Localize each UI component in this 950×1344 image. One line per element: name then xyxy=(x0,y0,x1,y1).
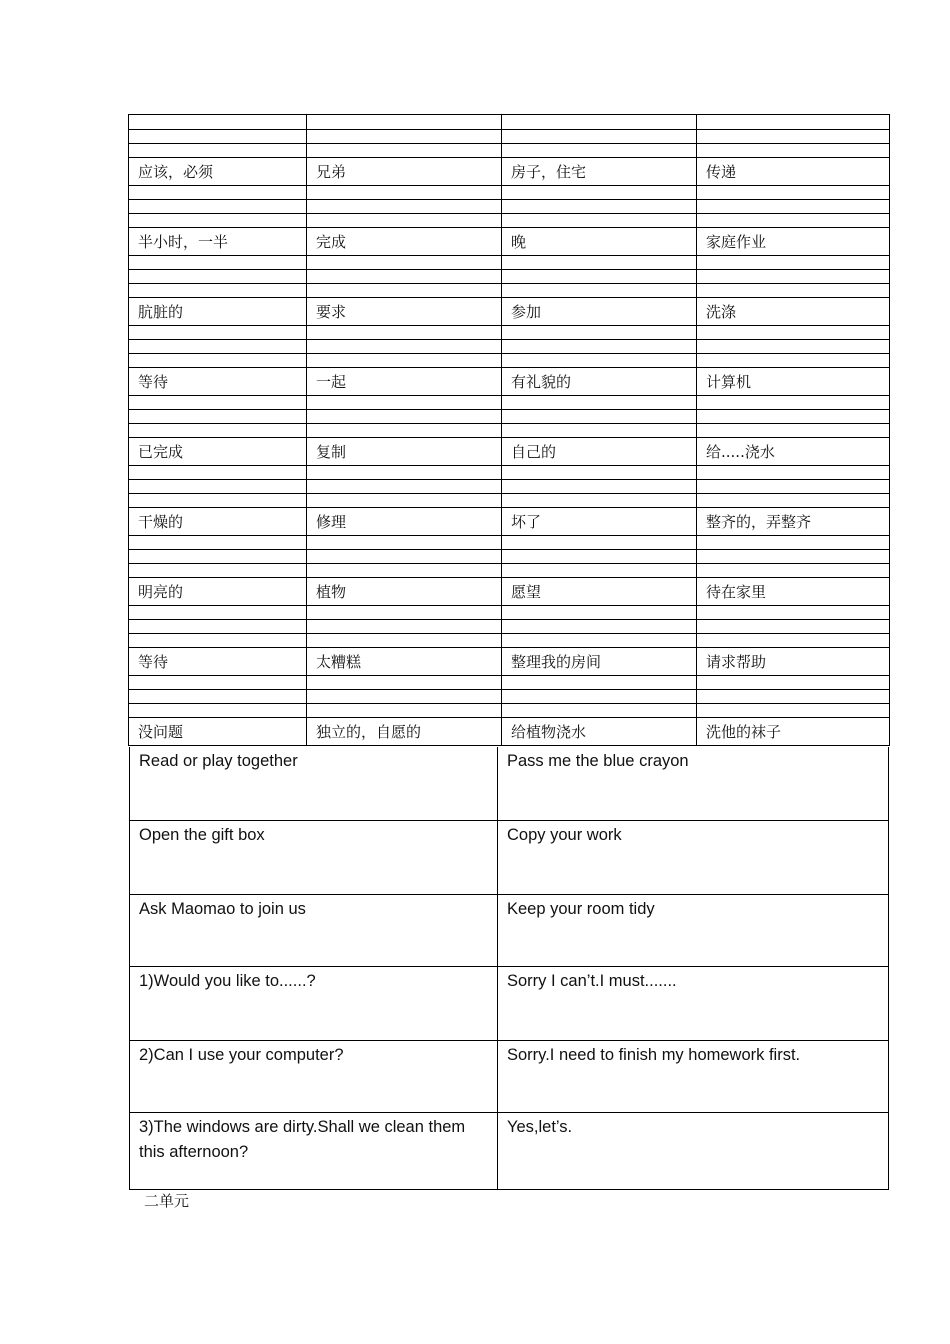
vocab-cell: 太糟糕 xyxy=(306,648,501,675)
blank-cell xyxy=(129,606,306,619)
phrase-cell: Open the gift box xyxy=(130,821,498,894)
blank-cell xyxy=(306,494,501,507)
blank-cell xyxy=(129,115,306,129)
blank-cell xyxy=(129,550,306,563)
blank-cell xyxy=(696,564,889,577)
blank-cell xyxy=(129,256,306,269)
blank-writing-row xyxy=(129,675,889,689)
phrase-row xyxy=(130,966,888,1040)
blank-cell xyxy=(501,256,696,269)
blank-cell xyxy=(129,326,306,339)
blank-writing-row xyxy=(129,115,889,129)
blank-cell xyxy=(501,214,696,227)
phrase-row xyxy=(130,1112,888,1189)
blank-cell xyxy=(501,536,696,549)
blank-cell xyxy=(306,550,501,563)
blank-cell xyxy=(306,620,501,633)
vocab-row xyxy=(129,507,889,535)
blank-writing-row xyxy=(129,213,889,227)
blank-writing-row xyxy=(129,255,889,269)
unit-label: 二单元 xyxy=(144,1192,190,1210)
blank-writing-row xyxy=(129,395,889,409)
blank-cell xyxy=(501,354,696,367)
blank-writing-row xyxy=(129,325,889,339)
blank-cell xyxy=(129,340,306,353)
blank-writing-row xyxy=(129,479,889,493)
blank-cell xyxy=(501,550,696,563)
blank-cell xyxy=(129,690,306,703)
blank-cell xyxy=(306,115,501,129)
blank-cell xyxy=(696,494,889,507)
vocab-cell: 一起 xyxy=(306,368,501,395)
blank-cell xyxy=(696,704,889,717)
vocab-cell: 完成 xyxy=(306,228,501,255)
vocab-cell: 愿望 xyxy=(501,578,696,605)
blank-writing-row xyxy=(129,689,889,703)
phrase-cell: 3)The windows are dirty.Shall we clean them this afternoon? xyxy=(130,1113,498,1189)
blank-cell xyxy=(501,340,696,353)
blank-cell xyxy=(129,396,306,409)
vocab-cell: 给植物浇水 xyxy=(501,718,696,745)
blank-cell xyxy=(501,326,696,339)
blank-cell xyxy=(306,690,501,703)
blank-cell xyxy=(306,424,501,437)
blank-writing-row xyxy=(129,549,889,563)
blank-cell xyxy=(306,676,501,689)
vocab-cell: 坏了 xyxy=(501,508,696,535)
vocab-cell: 应该，必须 xyxy=(138,163,214,181)
blank-cell xyxy=(501,704,696,717)
vocab-cell: 请求帮助 xyxy=(696,648,889,675)
vocab-cell: 参加 xyxy=(501,298,696,325)
vocab-cell: 家庭作业 xyxy=(696,228,889,255)
blank-cell xyxy=(696,620,889,633)
vocab-cell: 已完成 xyxy=(138,443,184,461)
vocab-row xyxy=(129,227,889,255)
blank-cell xyxy=(501,396,696,409)
vocab-row xyxy=(129,577,889,605)
blank-cell xyxy=(501,564,696,577)
vocab-row xyxy=(129,717,889,745)
blank-writing-row xyxy=(129,605,889,619)
blank-cell xyxy=(696,396,889,409)
blank-cell xyxy=(501,690,696,703)
blank-writing-row xyxy=(129,143,889,157)
phrase-cell: Yes,let’s. xyxy=(507,1118,573,1136)
vocab-cell: 没问题 xyxy=(138,723,184,741)
blank-writing-row xyxy=(129,339,889,353)
blank-cell xyxy=(306,326,501,339)
vocab-cell: 明亮的 xyxy=(138,583,184,601)
blank-cell xyxy=(696,480,889,493)
vocab-cell: 等待 xyxy=(138,653,169,671)
blank-cell xyxy=(129,200,306,213)
vocab-cell: 整齐的，弄整齐 xyxy=(696,508,889,535)
blank-cell xyxy=(696,550,889,563)
blank-cell xyxy=(306,284,501,297)
blank-cell xyxy=(129,536,306,549)
blank-writing-row xyxy=(129,353,889,367)
vocab-row xyxy=(129,297,889,325)
vocab-cell: 半小时，一半 xyxy=(138,233,229,251)
blank-cell xyxy=(306,214,501,227)
blank-writing-row xyxy=(129,185,889,199)
blank-cell xyxy=(501,410,696,423)
blank-cell xyxy=(696,144,889,157)
blank-cell xyxy=(306,130,501,143)
blank-cell xyxy=(306,340,501,353)
blank-cell xyxy=(129,186,306,199)
phrase-cell: Pass me the blue crayon xyxy=(507,752,689,770)
blank-cell xyxy=(129,676,306,689)
blank-writing-row xyxy=(129,619,889,633)
vocab-cell: 整理我的房间 xyxy=(501,648,696,675)
blank-cell xyxy=(306,200,501,213)
blank-cell xyxy=(129,564,306,577)
blank-cell xyxy=(306,536,501,549)
blank-cell xyxy=(696,676,889,689)
blank-cell xyxy=(501,284,696,297)
blank-cell xyxy=(306,606,501,619)
vocab-cell: 干燥的 xyxy=(138,513,184,531)
blank-writing-row xyxy=(129,703,889,717)
blank-cell xyxy=(306,144,501,157)
blank-cell xyxy=(129,284,306,297)
blank-cell xyxy=(696,466,889,479)
blank-writing-row xyxy=(129,283,889,297)
blank-cell xyxy=(696,130,889,143)
blank-cell xyxy=(306,634,501,647)
blank-writing-row xyxy=(129,129,889,143)
blank-cell xyxy=(501,480,696,493)
phrase-cell: Ask Maomao to join us xyxy=(130,895,498,966)
blank-cell xyxy=(696,536,889,549)
blank-writing-row xyxy=(129,493,889,507)
vocab-row xyxy=(129,647,889,675)
phrase-row xyxy=(130,820,888,894)
phrase-cell: Keep your room tidy xyxy=(507,900,655,918)
blank-cell xyxy=(501,270,696,283)
vocab-cell: 等待 xyxy=(138,373,169,391)
phrase-cell: 1)Would you like to......? xyxy=(130,967,498,1040)
blank-cell xyxy=(306,396,501,409)
vocab-cell: 房子，住宅 xyxy=(501,158,696,185)
phrase-row xyxy=(130,747,888,820)
vocab-cell: 晚 xyxy=(501,228,696,255)
blank-cell xyxy=(129,354,306,367)
blank-cell xyxy=(501,620,696,633)
vocab-cell: 独立的，自愿的 xyxy=(306,718,501,745)
blank-cell xyxy=(306,186,501,199)
vocab-cell: 要求 xyxy=(306,298,501,325)
blank-cell xyxy=(696,326,889,339)
vocab-cell: 肮脏的 xyxy=(138,303,184,321)
blank-cell xyxy=(129,634,306,647)
blank-writing-row xyxy=(129,199,889,213)
blank-cell xyxy=(501,634,696,647)
vocab-cell: 植物 xyxy=(306,578,501,605)
vocab-cell: 洗涤 xyxy=(696,298,889,325)
blank-cell xyxy=(501,424,696,437)
phrase-cell: Sorry.I need to finish my homework first. xyxy=(507,1046,801,1064)
blank-writing-row xyxy=(129,269,889,283)
blank-cell xyxy=(501,186,696,199)
blank-cell xyxy=(696,284,889,297)
vocab-row xyxy=(129,157,889,185)
blank-cell xyxy=(306,480,501,493)
vocab-cell: 传递 xyxy=(696,158,889,185)
blank-cell xyxy=(696,340,889,353)
blank-cell xyxy=(501,466,696,479)
blank-cell xyxy=(696,186,889,199)
vocab-cell: 待在家里 xyxy=(696,578,889,605)
blank-writing-row xyxy=(129,465,889,479)
blank-cell xyxy=(306,466,501,479)
blank-cell xyxy=(129,704,306,717)
phrase-table xyxy=(129,747,889,1190)
vocab-cell: 修理 xyxy=(306,508,501,535)
vocab-cell: 计算机 xyxy=(696,368,889,395)
vocab-cell: 给.....浇水 xyxy=(696,438,889,465)
blank-cell xyxy=(129,466,306,479)
vocab-cell: 自己的 xyxy=(501,438,696,465)
blank-cell xyxy=(129,480,306,493)
blank-cell xyxy=(696,270,889,283)
blank-cell xyxy=(129,494,306,507)
vocab-cell: 洗他的袜子 xyxy=(696,718,889,745)
blank-cell xyxy=(129,270,306,283)
blank-writing-row xyxy=(129,423,889,437)
blank-cell xyxy=(306,704,501,717)
blank-cell xyxy=(501,130,696,143)
blank-cell xyxy=(501,200,696,213)
blank-cell xyxy=(696,200,889,213)
blank-cell xyxy=(501,494,696,507)
phrase-cell: 2)Can I use your computer? xyxy=(130,1041,498,1112)
vocab-cell: 复制 xyxy=(306,438,501,465)
blank-cell xyxy=(306,564,501,577)
vocabulary-table xyxy=(128,114,890,746)
vocab-cell: 有礼貌的 xyxy=(501,368,696,395)
phrase-row xyxy=(130,894,888,966)
blank-writing-row xyxy=(129,563,889,577)
phrase-row xyxy=(130,1040,888,1112)
blank-cell xyxy=(696,606,889,619)
blank-writing-row xyxy=(129,535,889,549)
blank-cell xyxy=(696,354,889,367)
blank-writing-row xyxy=(129,409,889,423)
blank-cell xyxy=(129,130,306,143)
blank-cell xyxy=(129,410,306,423)
blank-cell xyxy=(129,214,306,227)
blank-cell xyxy=(306,410,501,423)
vocab-cell: 兄弟 xyxy=(306,158,501,185)
blank-cell xyxy=(696,690,889,703)
blank-cell xyxy=(129,424,306,437)
phrase-cell: Copy your work xyxy=(507,826,622,844)
blank-cell xyxy=(306,256,501,269)
phrase-cell: Sorry I can’t.I must....... xyxy=(507,972,677,990)
blank-cell xyxy=(696,214,889,227)
blank-cell xyxy=(501,115,696,129)
blank-cell xyxy=(696,424,889,437)
blank-cell xyxy=(129,620,306,633)
blank-cell xyxy=(129,144,306,157)
vocab-row xyxy=(129,367,889,395)
blank-writing-row xyxy=(129,633,889,647)
blank-cell xyxy=(306,270,501,283)
blank-cell xyxy=(696,634,889,647)
blank-cell xyxy=(696,410,889,423)
phrase-cell: Read or play together xyxy=(130,747,498,820)
blank-cell xyxy=(696,115,889,129)
blank-cell xyxy=(696,256,889,269)
blank-cell xyxy=(501,606,696,619)
blank-cell xyxy=(501,676,696,689)
blank-cell xyxy=(501,144,696,157)
vocab-row xyxy=(129,437,889,465)
blank-cell xyxy=(306,354,501,367)
